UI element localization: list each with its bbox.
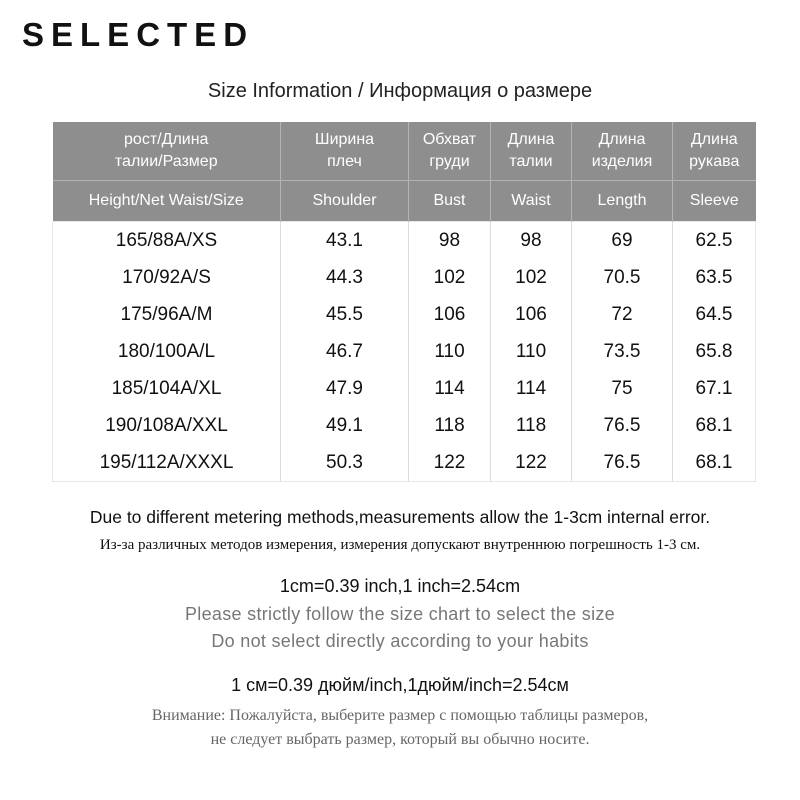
table-row <box>53 259 756 296</box>
header-en-bust: Bust <box>409 181 491 222</box>
header-en-length: Length <box>572 181 673 222</box>
conversion-ru: 1 см=0.39 дюйм/inch,1дюйм/inch=2.54см <box>231 675 569 695</box>
error-note-en: Due to different metering methods,measurements allow the 1-3cm internal error. <box>89 507 711 527</box>
table-cell: 63.5 <box>673 259 756 296</box>
header-row-ru <box>53 122 756 181</box>
table-cell: 45.5 <box>281 296 409 333</box>
table-cell: 49.1 <box>281 407 409 444</box>
warning-ru-line-1: Внимание: Пожалуйста, выберите размер с помощью таблицы размеров, <box>151 707 649 724</box>
hint-line-1: Please strictly follow the size chart to select the size <box>185 604 615 624</box>
table-cell: 185/104A/XL <box>111 377 222 399</box>
table-cell: 175/96A/M <box>120 303 213 325</box>
brand-logo: SELECTED <box>22 16 255 53</box>
table-cell: 118 <box>409 407 491 444</box>
table-cell: 72 <box>572 296 673 333</box>
table-cell: 65.8 <box>673 333 756 370</box>
table-cell: 75 <box>572 370 673 407</box>
table-cell: 64.5 <box>673 296 756 333</box>
table-cell: 69 <box>572 222 673 260</box>
table-row <box>53 444 756 482</box>
conversion-en: 1cm=0.39 inch,1 inch=2.54cm <box>279 576 521 596</box>
table-cell: 102 <box>409 259 491 296</box>
table-cell: 98 <box>491 222 572 260</box>
header-row-en <box>53 181 756 222</box>
table-cell: 68.1 <box>673 444 756 482</box>
table-cell: 190/108A/XXL <box>105 414 228 436</box>
header-ru-length: Длина изделия <box>572 122 673 181</box>
page-title: Size Information / Информация о размере <box>207 80 593 102</box>
table-cell: 122 <box>491 444 572 482</box>
header-en-waist: Waist <box>491 181 572 222</box>
table-cell: 68.1 <box>673 407 756 444</box>
header-en-size: Height/Net Waist/Size <box>53 181 281 222</box>
table-cell: 110 <box>491 333 572 370</box>
header-en-shoulder: Shoulder <box>281 181 409 222</box>
table-cell: 47.9 <box>281 370 409 407</box>
header-ru-bust: Обхват груди <box>409 122 491 181</box>
table-cell: 114 <box>491 370 572 407</box>
table-row <box>53 370 756 407</box>
table-cell: 195/112A/XXXL <box>99 451 234 473</box>
table-cell: 106 <box>409 296 491 333</box>
table-cell: 50.3 <box>281 444 409 482</box>
table-cell: 76.5 <box>572 407 673 444</box>
table-cell: 43.1 <box>281 222 409 260</box>
header-ru-sleeve: Длина рукава <box>673 122 756 181</box>
table-cell: 180/100A/L <box>117 340 216 362</box>
header-ru-shoulder: Ширина плеч <box>281 122 409 181</box>
table-cell: 118 <box>491 407 572 444</box>
header-ru-size: рост/Длина талии/Размер <box>53 122 281 181</box>
warning-ru-line-2: не следует выбрать размер, который вы обычно носите. <box>210 731 590 748</box>
table-cell: 70.5 <box>572 259 673 296</box>
table-row <box>53 296 756 333</box>
table-cell: 62.5 <box>673 222 756 260</box>
header-ru-waist: Длина талии <box>491 122 572 181</box>
table-row <box>53 222 756 260</box>
table-cell: 76.5 <box>572 444 673 482</box>
size-table <box>52 122 756 482</box>
table-cell: 114 <box>409 370 491 407</box>
table-cell: 73.5 <box>572 333 673 370</box>
table-cell: 44.3 <box>281 259 409 296</box>
header-en-sleeve: Sleeve <box>673 181 756 222</box>
table-cell: 122 <box>409 444 491 482</box>
table-cell: 46.7 <box>281 333 409 370</box>
table-cell: 165/88A/XS <box>115 229 218 251</box>
hint-line-2: Do not select directly according to your habits <box>211 631 589 651</box>
table-row <box>53 407 756 444</box>
table-cell: 102 <box>491 259 572 296</box>
table-cell: 106 <box>491 296 572 333</box>
table-cell: 98 <box>409 222 491 260</box>
table-cell: 67.1 <box>673 370 756 407</box>
table-cell: 110 <box>409 333 491 370</box>
error-note-ru: Из-за различных методов измерения, измерения допускают внутреннюю погрешность 1-3 см. <box>99 537 701 553</box>
table-cell: 170/92A/S <box>122 266 211 288</box>
table-row <box>53 333 756 370</box>
